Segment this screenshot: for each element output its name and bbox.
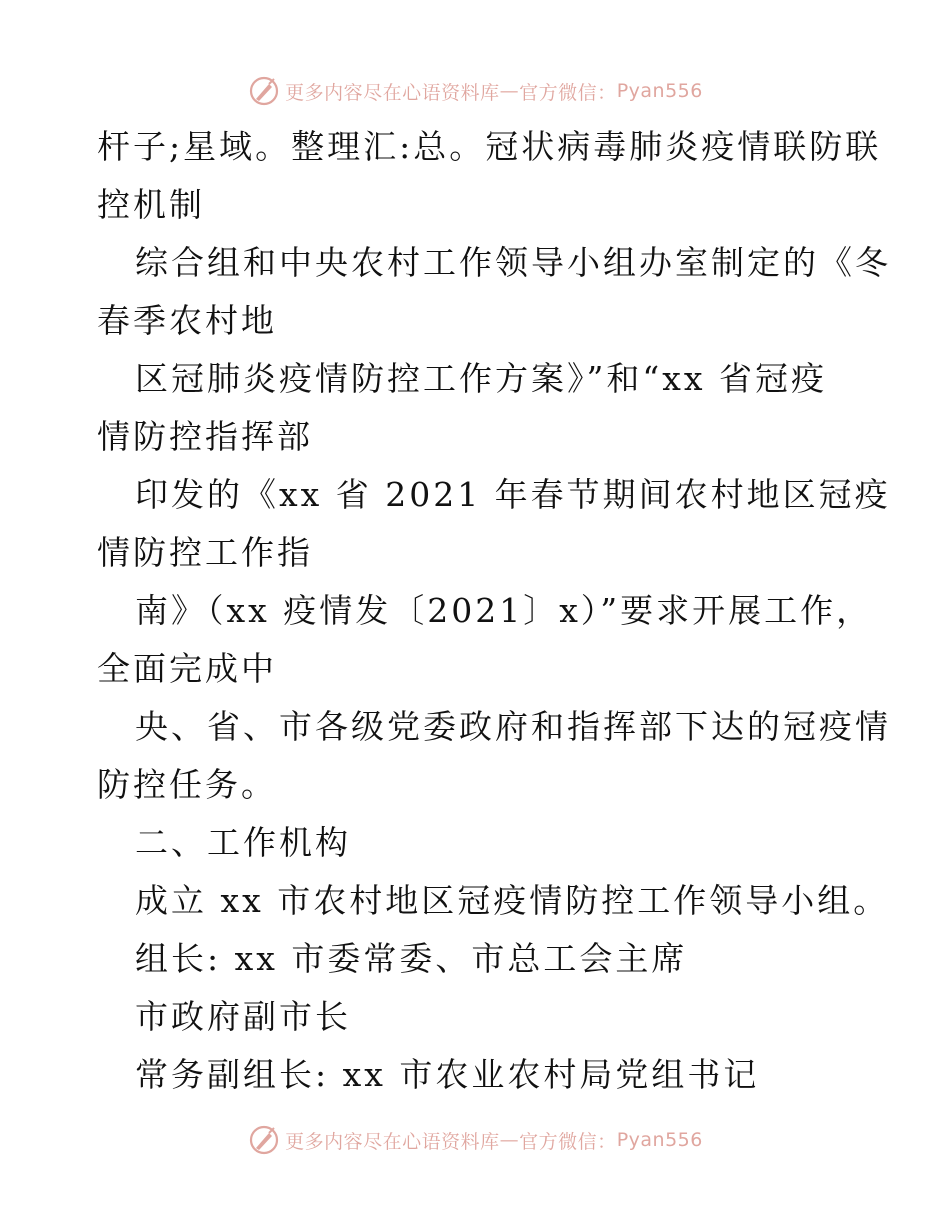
watermark-separator: — (499, 1129, 520, 1151)
quill-pen-circle-icon (247, 74, 281, 108)
text-line: 印发的《xx 省 2021 年春节期间农村地区冠疫 (135, 475, 891, 514)
watermark-handle: Pyan556 (616, 80, 703, 102)
text-line: 情防控指挥部 (97, 417, 313, 456)
text-line: 央、省、市各级党委政府和指挥部下达的冠疫情 (135, 707, 891, 746)
watermark-header (0, 71, 950, 111)
text-line: 防控任务。 (97, 765, 277, 804)
text-line: 成立 xx 市农村地区冠疫情防控工作领导小组。 (135, 881, 890, 920)
text-line: 市政府副市长 (135, 997, 351, 1036)
quill-pen-circle-icon (247, 1123, 281, 1157)
watermark-suffix: 官方微信： (519, 1130, 617, 1153)
watermark-footer (0, 1120, 950, 1160)
document-body (97, 118, 891, 1104)
text-line: 区冠肺炎疫情防控工作方案》”和“xx 省冠疫 (135, 359, 827, 398)
text-line: 常务副组长: xx 市农业农村局党组书记 (135, 1055, 760, 1094)
text-line: 南》（xx 疫情发〔2021〕x）”要求开展工作， (135, 591, 873, 630)
watermark-suffix: 官方微信： (519, 81, 617, 104)
text-line: 春季农村地 (97, 301, 277, 340)
text-line: 控机制 (97, 185, 205, 224)
text-line: 综合组和中央农村工作领导小组办室制定的《冬 (135, 243, 891, 282)
text-line: 情防控工作指 (97, 533, 313, 572)
text-line: 杆子;星域。整理汇:总。冠状病毒肺炎疫情联防联 (97, 127, 882, 166)
watermark-handle: Pyan556 (616, 1129, 703, 1151)
text-line: 二、工作机构 (135, 823, 351, 862)
watermark-text: 更多内容尽在心语资料库 (285, 81, 500, 104)
text-line: 组长: xx 市委常委、市总工会主席 (135, 939, 688, 978)
watermark-separator: — (499, 80, 520, 102)
watermark-text: 更多内容尽在心语资料库 (285, 1130, 500, 1153)
text-line: 全面完成中 (97, 649, 277, 688)
